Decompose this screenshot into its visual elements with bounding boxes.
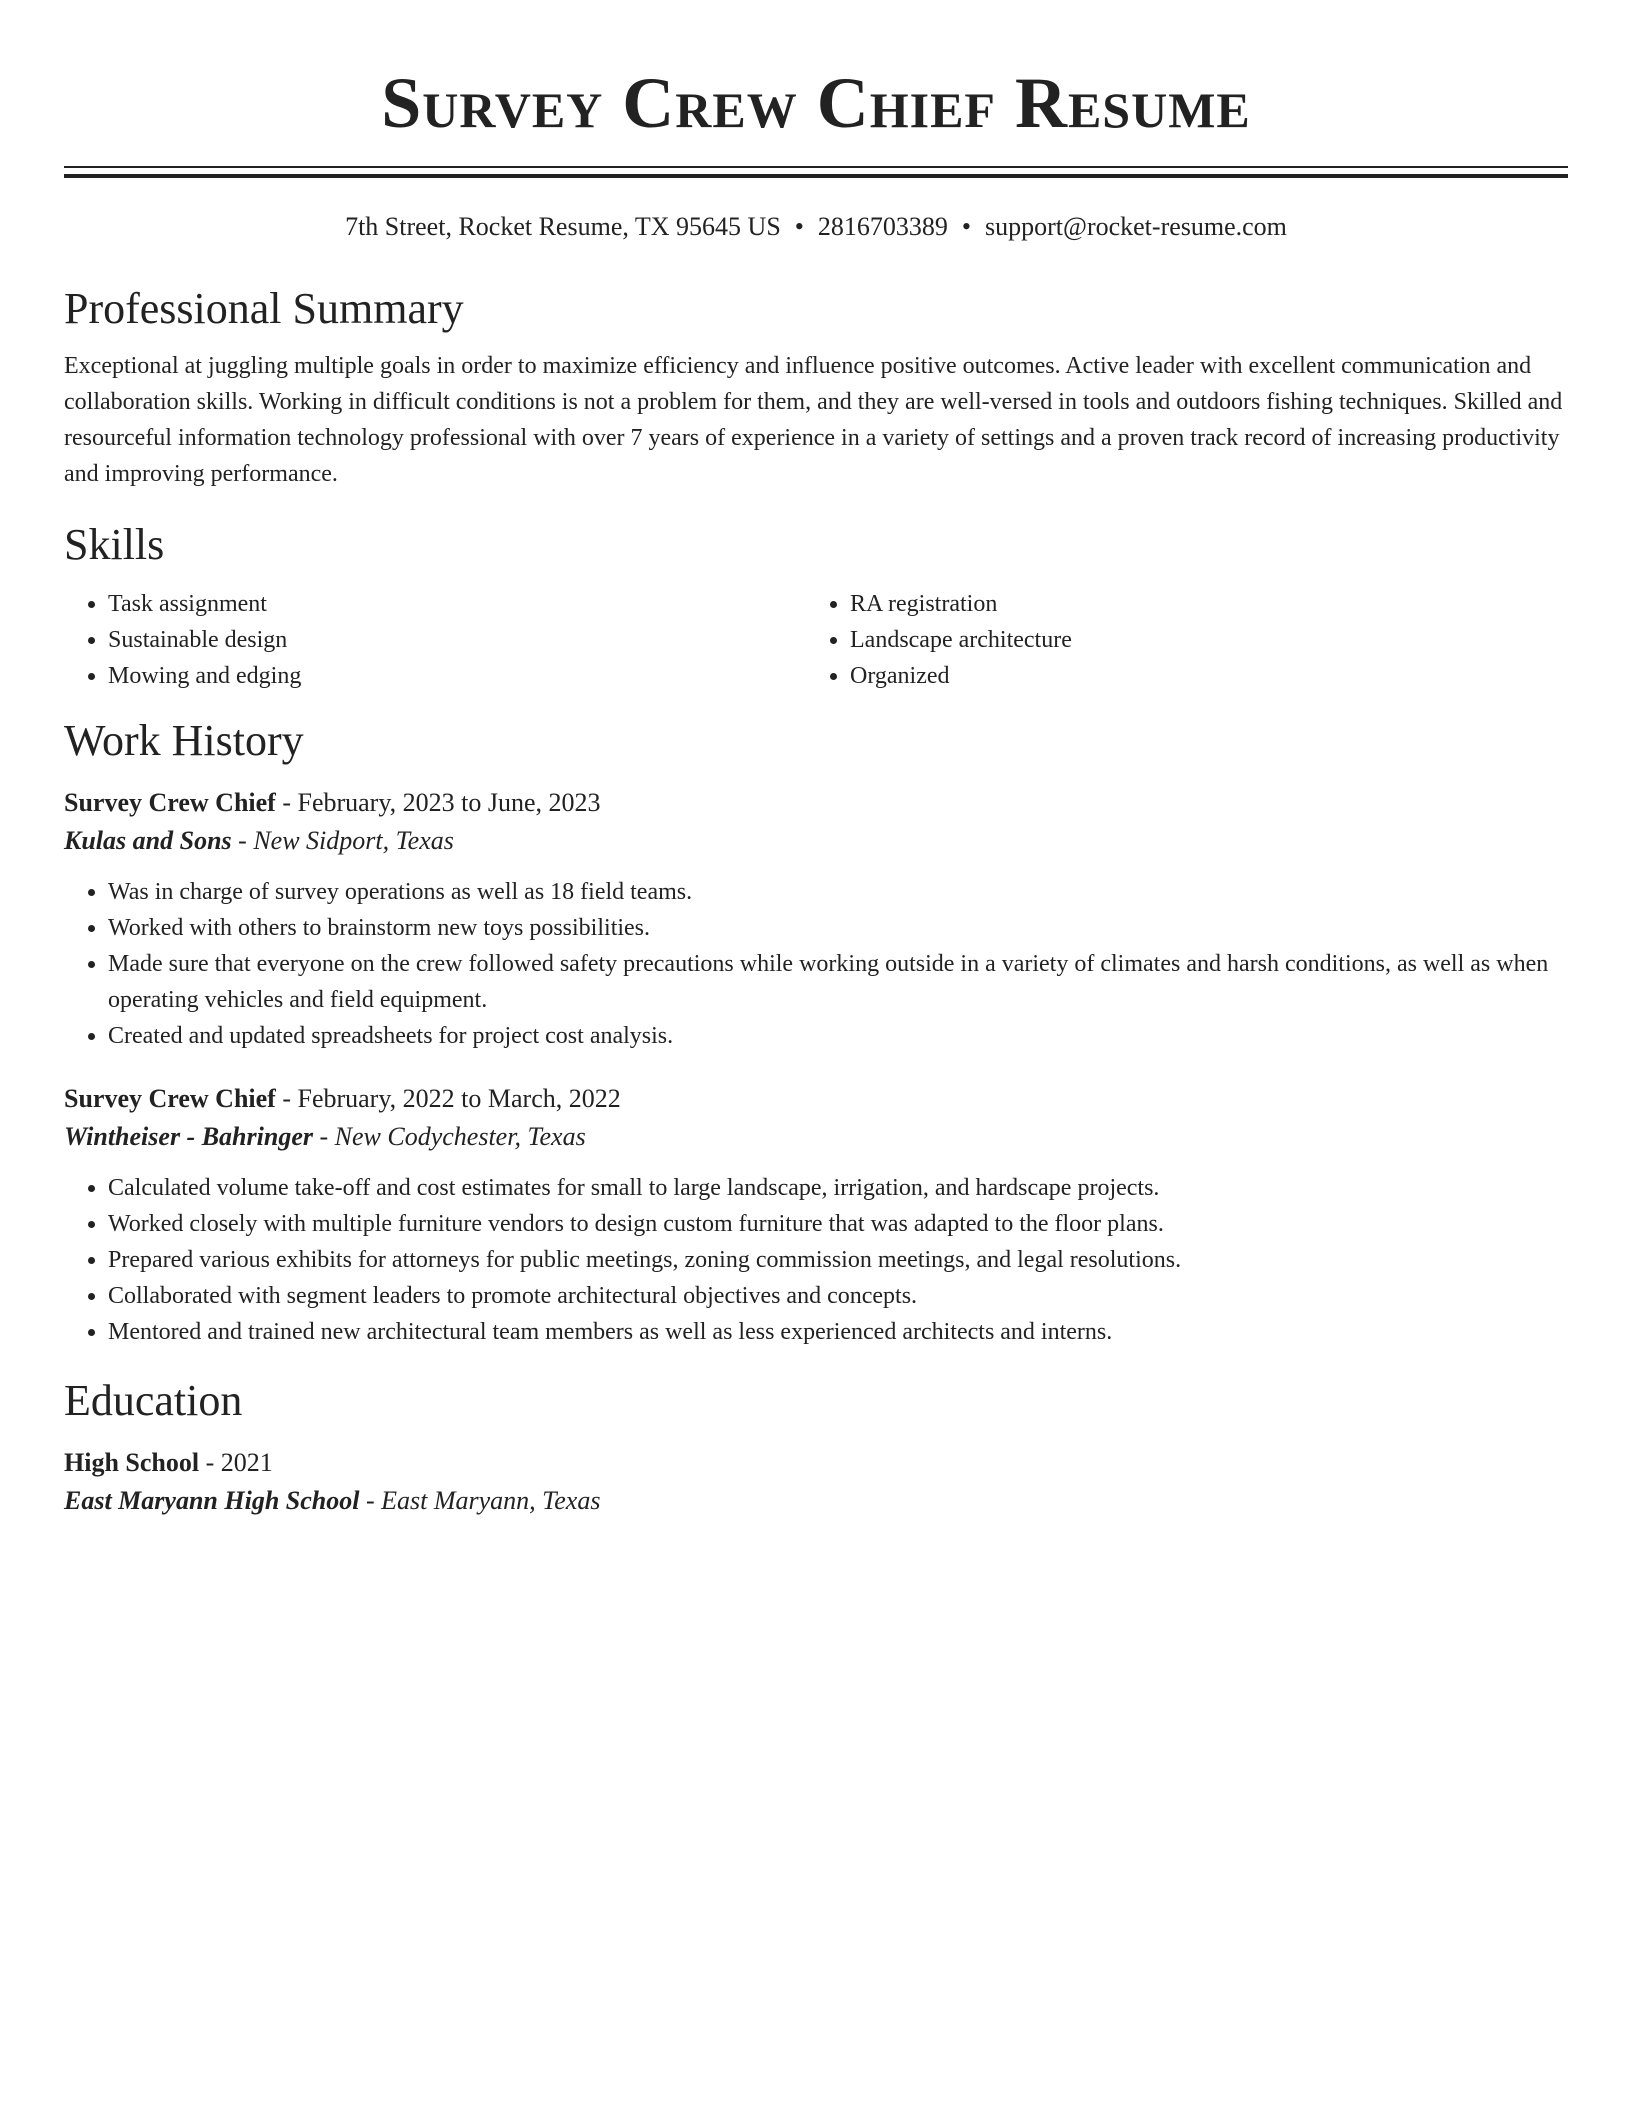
job-duties [64,874,1568,1054]
contact-separator: • [961,212,971,241]
skills-list [64,586,1568,694]
education-degree-line [64,1444,1568,1482]
job-location: - New Codychester, Texas [312,1122,586,1151]
job-duty: • Mentored and trained new architectural team members as well as less experienced architects and interns. [108,1314,1568,1350]
contact-address: 7th Street, Rocket Resume, TX 95645 US [345,212,781,241]
skills-column-left [64,586,806,694]
summary-heading: Professional Summary [64,284,464,333]
skill-item: • Task assignment [108,586,806,622]
job-company: Wintheiser - Bahringer [64,1122,313,1151]
skill-item: • Mowing and edging [108,658,806,694]
contact-email: support@rocket-resume.com [985,212,1287,241]
job-company-line [64,1118,1568,1156]
education-year: - 2021 [199,1448,273,1477]
contact-phone: 2816703389 [817,212,948,241]
job-entry [64,1080,1568,1350]
education-heading: Education [64,1376,243,1425]
job-title-line [64,1080,1568,1118]
skills-heading: Skills [64,520,165,569]
job-duty: • Was in charge of survey operations as well as 18 field teams. [108,874,1568,910]
job-dates: - February, 2023 to June, 2023 [275,788,601,817]
job-duties [64,1170,1568,1350]
education-degree: High School [64,1448,200,1477]
resume-title: Survey Crew Chief Resume [381,63,1251,143]
education-school-line [64,1482,1568,1520]
skill-item: • Organized [850,658,1548,694]
job-duty: • Collaborated with segment leaders to promote architectural objectives and concepts. [108,1278,1568,1314]
skill-item: • RA registration [850,586,1548,622]
job-role: Survey Crew Chief [64,1084,276,1113]
title-divider [64,166,1568,178]
resume-page [64,0,1568,1520]
contact-separator: • [794,212,804,241]
work-history-heading: Work History [64,716,304,765]
job-duty: • Made sure that everyone on the crew followed safety precautions while working outside in a variety of climates and harsh conditions, as well as when operating vehicles and field equipment. [108,946,1568,1018]
job-duty: • Worked closely with multiple furniture vendors to design custom furniture that was adapted to the floor plans. [108,1206,1568,1242]
education-location: - East Maryann, Texas [359,1486,601,1515]
education-school: East Maryann High School [64,1486,360,1515]
job-title-line [64,784,1568,822]
job-duty: • Calculated volume take-off and cost estimates for small to large landscape, irrigation, and hardscape projects. [108,1170,1568,1206]
job-duty: • Created and updated spreadsheets for project cost analysis. [108,1018,1568,1054]
job-company-line [64,822,1568,860]
summary-text: Exceptional at juggling multiple goals in order to maximize efficiency and influence positive outcomes. Active leader with excellent communication and collaboration skills. Working in difficult conditions is not a problem for them, and they are well-versed in tools and outdoors fishing techniques. Skilled and resourceful information technology professional with over 7 years of experience in a variety of settings and a proven track record of increasing productivity and improving performance. [64,353,1563,487]
skill-item: • Landscape architecture [850,622,1548,658]
job-duty: • Worked with others to brainstorm new toys possibilities. [108,910,1568,946]
education-entry [64,1444,1568,1520]
job-entry [64,784,1568,1054]
job-company: Kulas and Sons [64,826,232,855]
job-location: - New Sidport, Texas [231,826,454,855]
job-dates: - February, 2022 to March, 2022 [275,1084,621,1113]
skill-item: • Sustainable design [108,622,806,658]
contact-line [64,210,1568,244]
job-duty: • Prepared various exhibits for attorneys for public meetings, zoning commission meetings, and legal resolutions. [108,1242,1568,1278]
job-role: Survey Crew Chief [64,788,276,817]
skills-column-right [806,586,1548,694]
